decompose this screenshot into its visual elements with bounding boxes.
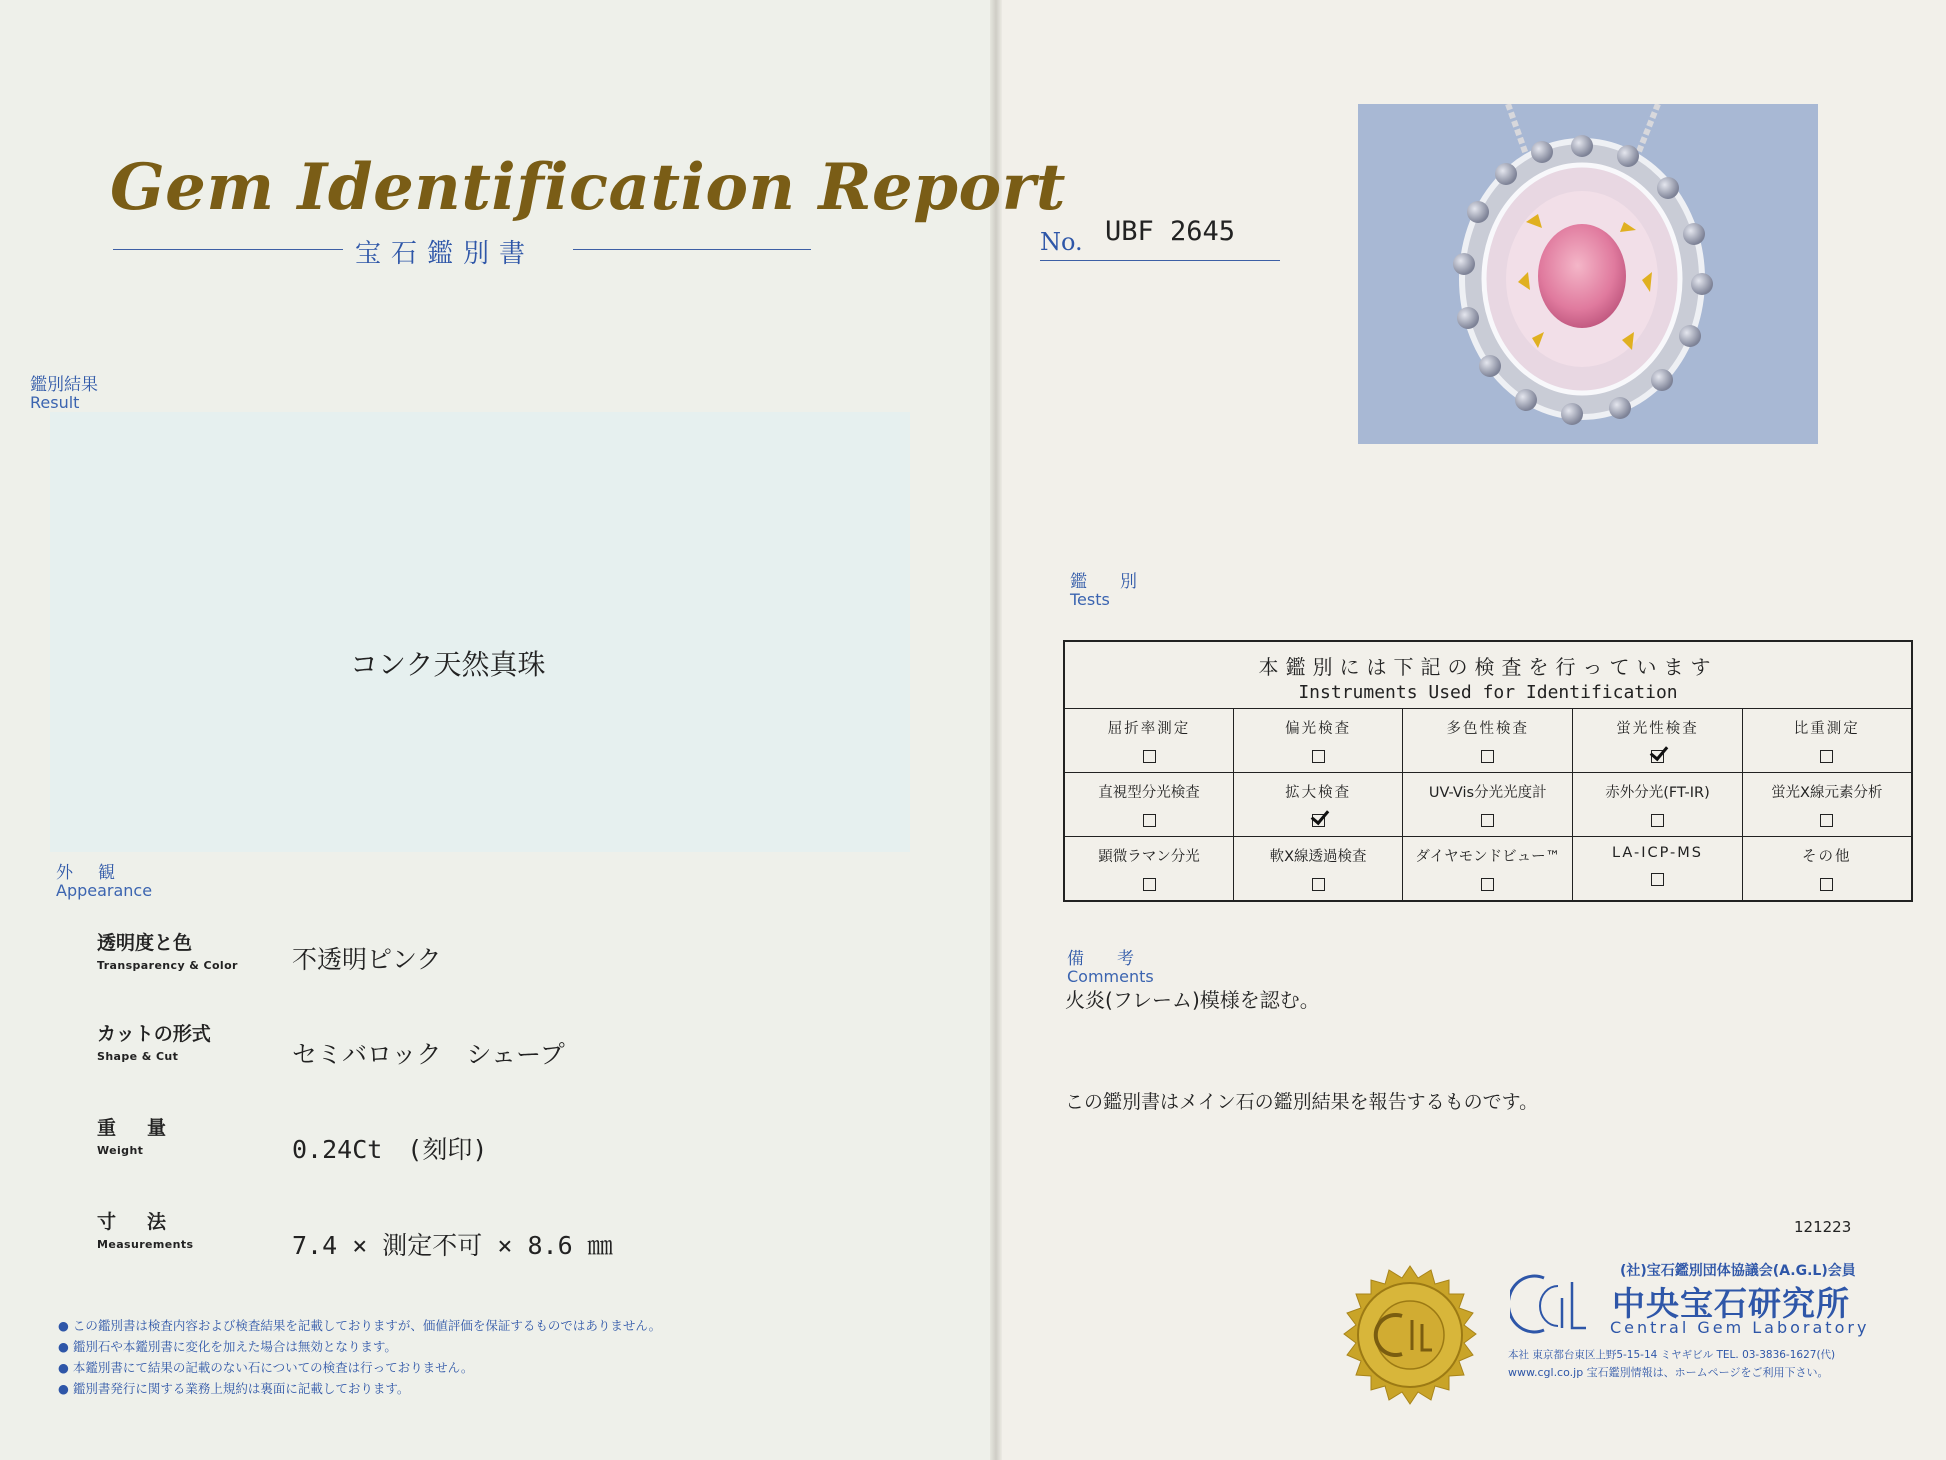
test-checkbox-checked — [1312, 814, 1325, 827]
subtitle-rule-left — [113, 249, 343, 250]
note-item: ● 鑑別書発行に関する業務上規約は裏面に記載しております。 — [58, 1381, 410, 1396]
tests-label-en: Tests — [1070, 590, 1110, 609]
test-label: 蛍光X線元素分析 — [1771, 785, 1883, 801]
test-checkbox — [1481, 814, 1494, 827]
test-checkbox — [1820, 878, 1833, 891]
row-label-en: Shape & Cut — [97, 1050, 179, 1063]
comments-label-ja: 備 考 — [1067, 949, 1142, 969]
certificate-code: 121223 — [1794, 1218, 1852, 1236]
comments-label — [1067, 950, 1154, 986]
test-checkbox — [1820, 750, 1833, 763]
test-label: LA-ICP-MS — [1611, 845, 1703, 861]
appearance-row-weight — [97, 1113, 172, 1157]
test-checkbox — [1651, 814, 1664, 827]
disclaimer-notes — [58, 1315, 661, 1399]
comments-text: 火炎(フレーム)模様を認む。 — [1065, 988, 1320, 1012]
lab-address: 本社 東京都台東区上野5-15-14 ミヤギビル TEL. 03-3836-1627(代) — [1508, 1349, 1836, 1361]
test-label: 拡大検査 — [1285, 785, 1352, 801]
test-checkbox — [1820, 814, 1833, 827]
test-checkbox — [1143, 878, 1156, 891]
gem-photo — [1358, 104, 1818, 444]
test-label: 赤外分光(FT-IR) — [1605, 785, 1710, 801]
test-label: 軟X線透過検査 — [1269, 849, 1367, 865]
row-label-en: Transparency & Color — [97, 959, 238, 972]
tests-row — [1064, 837, 1912, 902]
result-panel — [50, 412, 910, 852]
test-label: その他 — [1802, 849, 1852, 865]
tests-row — [1064, 709, 1912, 773]
test-label: 蛍光性検査 — [1616, 721, 1699, 737]
test-cell — [1573, 709, 1742, 773]
row-label-en: Measurements — [97, 1238, 194, 1251]
test-label: UV-Vis分光光度計 — [1428, 785, 1547, 801]
test-cell — [1573, 773, 1742, 837]
appearance-label — [56, 864, 152, 900]
test-label: 比重測定 — [1793, 721, 1860, 737]
test-cell — [1742, 837, 1912, 902]
test-label: 多色性検査 — [1446, 721, 1529, 737]
tests-label — [1070, 573, 1145, 609]
test-label: 顕微ラマン分光 — [1098, 849, 1200, 865]
appearance-row-measurements — [97, 1207, 193, 1251]
test-cell — [1403, 837, 1573, 902]
test-cell — [1234, 773, 1403, 837]
test-checkbox — [1481, 878, 1494, 891]
row-value-shape: セミバロック シェープ — [292, 1040, 565, 1069]
row-value-weight: 0.24Ct (刻印) — [292, 1135, 488, 1164]
result-value: コンク天然真珠 — [350, 648, 546, 681]
lab-name-en: Central Gem Laboratory — [1610, 1318, 1870, 1337]
test-checkbox — [1481, 750, 1494, 763]
cgl-logo-icon — [1510, 1268, 1590, 1338]
report-number-rule — [1040, 260, 1280, 261]
test-cell — [1234, 837, 1403, 902]
result-label-en: Result — [30, 393, 80, 412]
result-label — [30, 376, 98, 412]
cgl-logo-graphic — [1510, 1268, 1590, 1338]
note-item: ● 鑑別石や本鑑別書に変化を加えた場合は無効となります。 — [58, 1339, 397, 1354]
appearance-row-color — [97, 928, 238, 972]
tests-table — [1063, 640, 1913, 902]
report-subtitle: 宝石鑑別書 — [355, 239, 536, 269]
test-cell — [1234, 709, 1403, 773]
report-number: UBF 2645 — [1105, 216, 1236, 247]
subtitle-rule-right — [573, 249, 811, 250]
row-label-ja: 寸 法 — [97, 1211, 173, 1233]
test-label: 直視型分光検査 — [1098, 785, 1200, 801]
test-label: ダイヤモンドビュー™ — [1415, 849, 1561, 865]
gold-seal-icon — [1338, 1264, 1482, 1408]
tests-label-ja: 鑑 別 — [1070, 572, 1145, 592]
row-value-measurements: 7.4 × 測定不可 × 8.6 ㎜ — [292, 1231, 613, 1260]
test-cell — [1064, 837, 1234, 902]
result-label-ja: 鑑別結果 — [30, 375, 98, 395]
test-cell — [1403, 709, 1573, 773]
note-item: ● この鑑別書は検査内容および検査結果を記載しておりますが、価値評価を保証するものではありません。 — [58, 1318, 662, 1333]
test-cell — [1742, 709, 1912, 773]
test-checkbox — [1312, 878, 1325, 891]
tests-row — [1064, 773, 1912, 837]
test-cell — [1403, 773, 1573, 837]
test-label: 屈折率測定 — [1107, 721, 1191, 737]
association-text: (社)宝石鑑別団体協議会(A.G.L)会員 — [1620, 1263, 1856, 1279]
test-label: 偏光検査 — [1285, 721, 1352, 737]
comments-label-en: Comments — [1067, 967, 1154, 986]
test-checkbox — [1312, 750, 1325, 763]
tests-table-header — [1064, 641, 1912, 709]
appearance-row-shape — [97, 1019, 211, 1063]
note-item: ● 本鑑別書にて結果の記載のない石についての検査は行っておりません。 — [58, 1360, 474, 1375]
row-label-ja: 重 量 — [97, 1117, 173, 1139]
lab-website: www.cgl.co.jp 宝石鑑別情報は、ホームページをご利用下さい。 — [1508, 1366, 1829, 1379]
tests-header-en: Instruments Used for Identification — [1298, 682, 1678, 703]
row-label-en: Weight — [97, 1144, 144, 1157]
report-number-label: No. — [1040, 228, 1083, 256]
row-label-ja: 透明度と色 — [97, 932, 193, 954]
test-cell — [1064, 773, 1234, 837]
row-value-color: 不透明ピンク — [292, 945, 442, 974]
test-cell — [1064, 709, 1234, 773]
test-cell — [1573, 837, 1742, 902]
test-checkbox — [1651, 873, 1664, 886]
row-label-ja: カットの形式 — [97, 1023, 211, 1045]
lab-name-ja: 中央宝石研究所 — [1612, 1284, 1850, 1323]
seal-graphic — [1338, 1264, 1482, 1408]
test-checkbox — [1143, 814, 1156, 827]
report-note: この鑑別書はメイン石の鑑別結果を報告するものです。 — [1065, 1091, 1539, 1113]
test-checkbox-checked — [1651, 750, 1664, 763]
test-checkbox — [1143, 750, 1156, 763]
report-title: Gem Identification Report — [110, 150, 1066, 225]
appearance-label-en: Appearance — [56, 881, 153, 900]
test-cell — [1742, 773, 1912, 837]
appearance-label-ja: 外 観 — [56, 863, 119, 883]
pendant-illustration — [1358, 104, 1818, 444]
tests-header-ja: 本鑑別には下記の検査を行っています — [1258, 655, 1718, 679]
